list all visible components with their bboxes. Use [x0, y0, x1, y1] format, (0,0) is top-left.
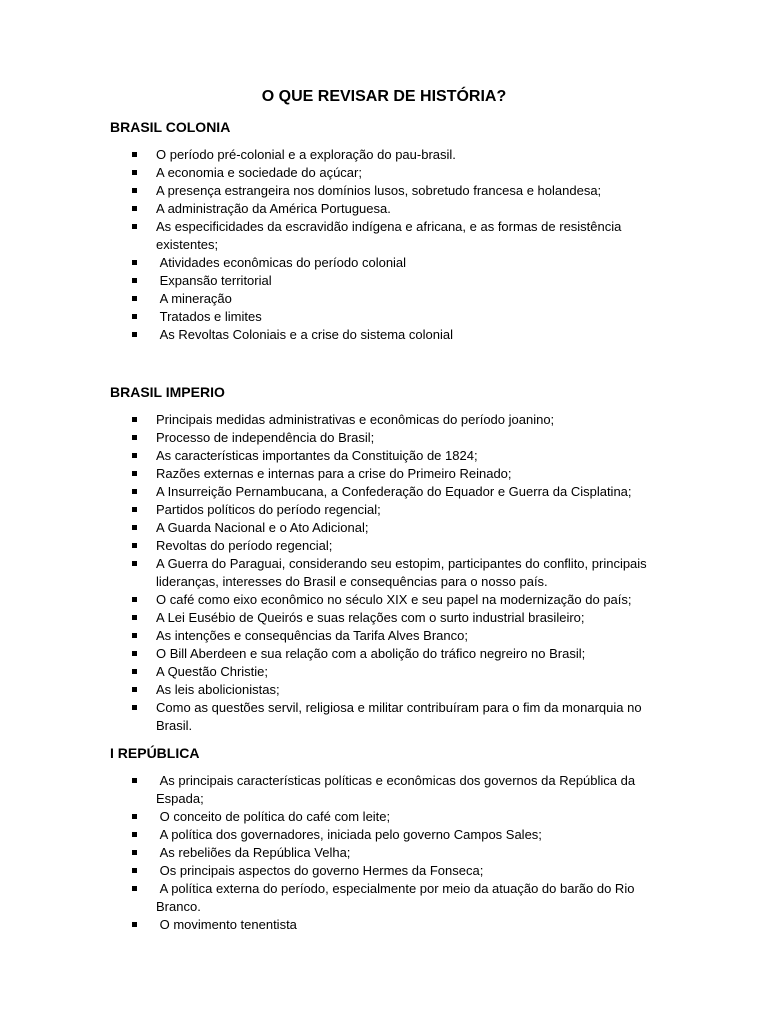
square-bullet-icon [132, 597, 137, 602]
list-item [130, 808, 670, 826]
square-bullet-icon [132, 669, 137, 674]
list-item-text: Revoltas do período regencial; [156, 538, 333, 553]
list-item [130, 411, 670, 429]
square-bullet-icon [132, 170, 137, 175]
list-item [130, 699, 670, 735]
list-item [130, 182, 670, 200]
list-item [130, 429, 670, 447]
square-bullet-icon [132, 260, 137, 265]
list-item-text: As principais características políticas e econômicas dos governos da República da Espada; [156, 773, 639, 806]
list-item [130, 200, 670, 218]
list-item-text: As especificidades da escravidão indígena e africana, e as formas de resistência existentes; [156, 219, 625, 252]
topic-list-i-republica [130, 772, 670, 934]
list-item-text: Razões externas e internas para a crise do Primeiro Reinado; [156, 466, 512, 481]
list-item [130, 591, 670, 609]
square-bullet-icon [132, 224, 137, 229]
list-item-text: Como as questões servil, religiosa e militar contribuíram para o fim da monarquia no Brasil. [156, 700, 646, 733]
square-bullet-icon [132, 850, 137, 855]
square-bullet-icon [132, 453, 137, 458]
list-item-text: O café como eixo econômico no século XIX e seu papel na modernização do país; [156, 592, 632, 607]
list-item [130, 519, 670, 537]
square-bullet-icon [132, 886, 137, 891]
square-bullet-icon [132, 525, 137, 530]
list-item-text: As características importantes da Constituição de 1824; [156, 448, 478, 463]
square-bullet-icon [132, 296, 137, 301]
list-item-text: O conceito de política do café com leite; [156, 809, 391, 824]
square-bullet-icon [132, 152, 137, 157]
square-bullet-icon [132, 332, 137, 337]
topic-list-brasil-imperio [130, 411, 670, 735]
list-item [130, 308, 670, 326]
list-item-text: O movimento tenentista [156, 917, 297, 932]
list-item [130, 681, 670, 699]
topic-list-brasil-colonia [130, 146, 670, 344]
list-item-text: As Revoltas Coloniais e a crise do sistema colonial [156, 327, 453, 342]
list-item [130, 146, 670, 164]
list-item-text: Tratados e limites [156, 309, 262, 324]
list-item-text: A mineração [156, 291, 232, 306]
list-item [130, 645, 670, 663]
list-item [130, 164, 670, 182]
square-bullet-icon [132, 705, 137, 710]
list-item [130, 254, 670, 272]
list-item-text: A Guarda Nacional e o Ato Adicional; [156, 520, 369, 535]
list-item [130, 290, 670, 308]
square-bullet-icon [132, 778, 137, 783]
list-item-text: A Insurreição Pernambucana, a Confederação do Equador e Guerra da Cisplatina; [156, 484, 632, 499]
list-item [130, 862, 670, 880]
list-item [130, 218, 670, 254]
square-bullet-icon [132, 489, 137, 494]
list-item-text: As rebeliões da República Velha; [156, 845, 351, 860]
list-item [130, 663, 670, 681]
square-bullet-icon [132, 814, 137, 819]
square-bullet-icon [132, 314, 137, 319]
list-item-text: Partidos políticos do período regencial; [156, 502, 381, 517]
list-item [130, 826, 670, 844]
list-item-text: Atividades econômicas do período colonial [156, 255, 407, 270]
page-title: O QUE REVISAR DE HISTÓRIA? [261, 88, 507, 105]
list-item-text: A política externa do período, especialmente por meio da atuação do barão do Rio Branco. [156, 881, 639, 914]
list-item [130, 609, 670, 627]
section-heading-brasil-colonia: BRASIL COLONIA [110, 119, 231, 135]
list-item-text: O período pré-colonial e a exploração do pau-brasil. [156, 147, 456, 162]
list-item [130, 447, 670, 465]
list-item [130, 880, 670, 916]
list-item-text: A presença estrangeira nos domínios lusos, sobretudo francesa e holandesa; [156, 183, 602, 198]
list-item [130, 326, 670, 344]
list-item [130, 627, 670, 645]
list-item-text: A Guerra do Paraguai, considerando seu estopim, participantes do conflito, principais lideranças, interesses do Brasil e consequências para o nosso país. [156, 556, 651, 589]
list-item [130, 844, 670, 862]
list-item-text: Principais medidas administrativas e econômicas do período joanino; [156, 412, 555, 427]
square-bullet-icon [132, 561, 137, 566]
list-item [130, 483, 670, 501]
list-item-text: A Lei Eusébio de Queirós e suas relações com o surto industrial brasileiro; [156, 610, 585, 625]
list-item [130, 772, 670, 808]
square-bullet-icon [132, 543, 137, 548]
square-bullet-icon [132, 651, 137, 656]
list-item-text: Processo de independência do Brasil; [156, 430, 375, 445]
square-bullet-icon [132, 435, 137, 440]
square-bullet-icon [132, 417, 137, 422]
list-item-text: A política dos governadores, iniciada pelo governo Campos Sales; [156, 827, 542, 842]
section-heading-i-republica: I REPÚBLICA [110, 745, 200, 761]
list-item [130, 916, 670, 934]
list-item [130, 537, 670, 555]
square-bullet-icon [132, 507, 137, 512]
square-bullet-icon [132, 832, 137, 837]
list-item-text: Expansão territorial [156, 273, 272, 288]
list-item [130, 272, 670, 290]
square-bullet-icon [132, 687, 137, 692]
square-bullet-icon [132, 633, 137, 638]
list-item-text: As intenções e consequências da Tarifa Alves Branco; [156, 628, 468, 643]
list-item-text: A administração da América Portuguesa. [156, 201, 391, 216]
square-bullet-icon [132, 188, 137, 193]
list-item-text: A economia e sociedade do açúcar; [156, 165, 362, 180]
square-bullet-icon [132, 278, 137, 283]
square-bullet-icon [132, 922, 137, 927]
list-item [130, 501, 670, 519]
section-heading-brasil-imperio: BRASIL IMPERIO [110, 384, 225, 400]
square-bullet-icon [132, 615, 137, 620]
square-bullet-icon [132, 868, 137, 873]
list-item-text: Os principais aspectos do governo Hermes da Fonseca; [156, 863, 484, 878]
list-item-text: A Questão Christie; [156, 664, 268, 679]
square-bullet-icon [132, 471, 137, 476]
list-item [130, 555, 670, 591]
list-item-text: As leis abolicionistas; [156, 682, 280, 697]
list-item [130, 465, 670, 483]
square-bullet-icon [132, 206, 137, 211]
list-item-text: O Bill Aberdeen e sua relação com a abolição do tráfico negreiro no Brasil; [156, 646, 586, 661]
